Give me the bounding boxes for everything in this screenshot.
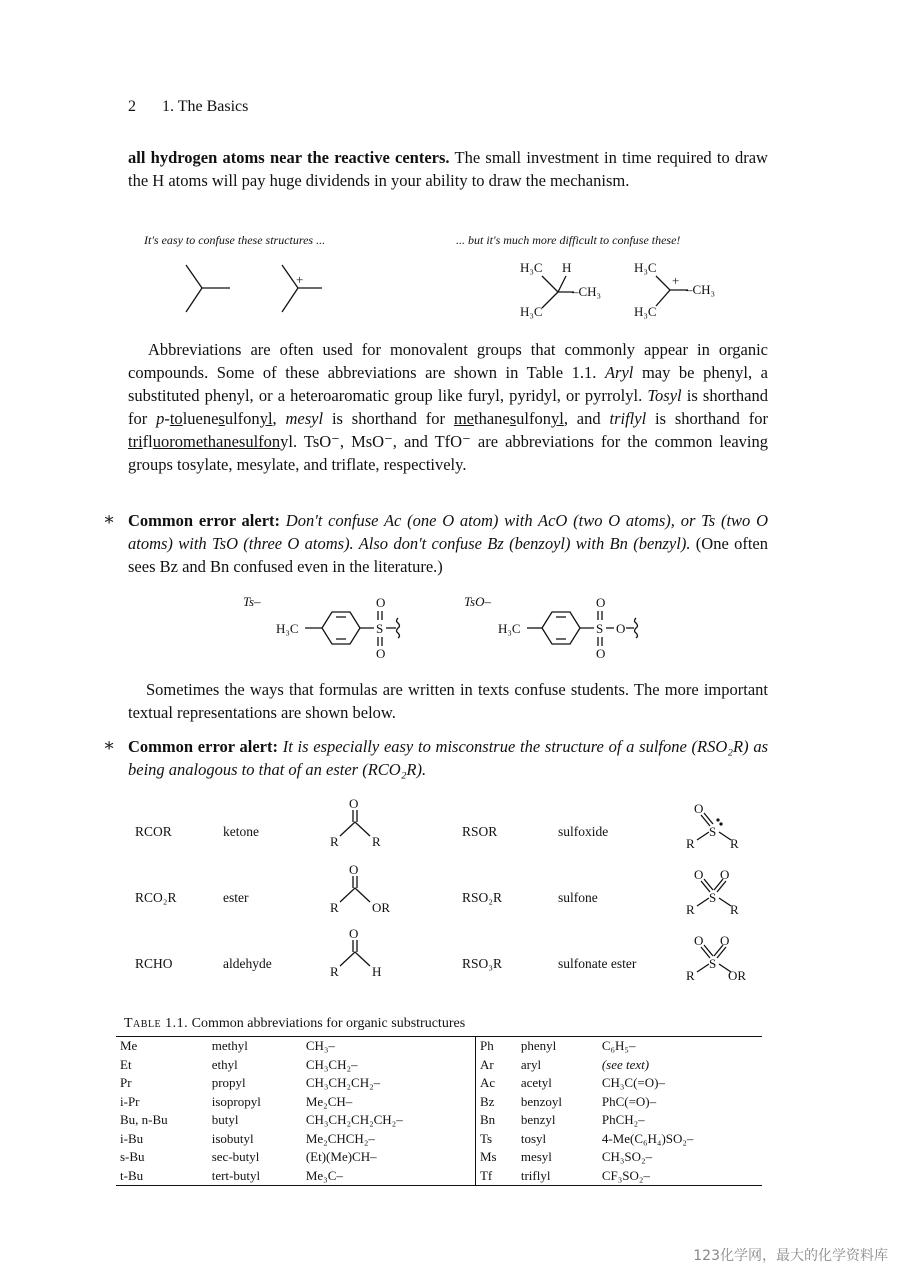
formula-rcor: RCOR <box>135 824 172 839</box>
table-cell: PhCH₂– <box>601 1112 645 1128</box>
formula-rsor: RSOR <box>462 824 498 839</box>
chapter-title: 1. The Basics <box>162 98 249 115</box>
table-cell: Et <box>120 1056 132 1072</box>
label-h3c: H₃C <box>634 304 657 319</box>
figure1-caption-right: ... but it's much more difficult to confuse these! <box>456 233 681 247</box>
label-o: O <box>376 595 386 610</box>
lone-pair-dot <box>716 818 719 821</box>
formula-rso3r: RSO₃R <box>462 956 502 971</box>
label-h: H <box>372 964 382 979</box>
ketone-bonds <box>340 810 370 836</box>
tso-label: TsO– <box>464 594 491 609</box>
table-cell: Me₂CHCH₂– <box>305 1130 375 1146</box>
table-cell: Ms <box>475 1148 516 1167</box>
name-ketone: ketone <box>223 824 259 839</box>
table-cell: CH₃CH₂CH₂CH₂– <box>305 1112 403 1128</box>
table-cell: i-Bu <box>120 1130 144 1146</box>
alert-italic: It is especially easy to misconstrue the structure of a sulfone (RSO₂R) as being analogous to that of an ester (RCO₂R). <box>128 737 769 779</box>
table-cell: propyl <box>211 1075 246 1091</box>
name-ester: ester <box>223 890 249 905</box>
label-h: H <box>562 260 572 275</box>
table-cell: butyl <box>211 1112 239 1128</box>
formula-rcho: RCHO <box>135 956 173 971</box>
name-aldehyde: aldehyde <box>223 956 272 971</box>
label-o: O <box>349 862 359 877</box>
alert-italic: Don't confuse Ac (one O atom) with AcO (two O atoms), or Ts (two O atoms) with TsO (three O atoms). Also don't confuse Bz (benzoyl) with Bn (benzyl). <box>128 511 768 553</box>
table-cell: s-Bu <box>120 1149 145 1165</box>
table-cell: i-Pr <box>120 1093 140 1109</box>
label-o: O <box>596 646 606 661</box>
table-cell: sec-butyl <box>211 1149 260 1165</box>
table-cell: methyl <box>211 1038 248 1054</box>
table-cell: Bz <box>475 1093 516 1112</box>
label-o: O <box>349 926 359 941</box>
label-o: O <box>720 933 730 948</box>
alert-star-1: ∗ <box>103 509 116 529</box>
table-cell: CH₃C(=O)– <box>601 1075 665 1091</box>
label-o: O <box>349 796 359 811</box>
label-h3c: H₃C <box>520 260 543 275</box>
table-cell: Pr <box>120 1075 132 1091</box>
abbreviations-table <box>116 1036 762 1186</box>
table-caption <box>124 1016 465 1032</box>
table-cell: benzoyl <box>520 1093 563 1109</box>
table-cell: aryl <box>520 1056 542 1072</box>
table-cell: PhC(=O)– <box>601 1093 657 1109</box>
label-ch3: –CH₃ <box>686 282 716 297</box>
table-cell: C₆H₅– <box>601 1038 636 1054</box>
label-o: O <box>694 933 704 948</box>
label-o: O <box>616 621 626 636</box>
label-r: R <box>686 968 695 983</box>
label-s: S <box>596 621 604 636</box>
table-cell: tosyl <box>520 1130 547 1146</box>
table-cell: t-Bu <box>120 1167 144 1183</box>
figure1-caption-left: It's easy to confuse these structures ... <box>144 233 326 247</box>
table-cell: Me <box>120 1038 138 1054</box>
table-cell: Tf <box>475 1167 516 1186</box>
label-s: S <box>709 890 717 905</box>
table-row <box>116 1167 762 1186</box>
paragraph-text: The small investment in time required to draw the H atoms will pay huge dividends in your ability to draw the mechanism. <box>128 148 768 190</box>
label-h3c: H₃C <box>520 304 543 319</box>
table-label: Table 1.1. <box>124 1016 189 1031</box>
table-cell: Ar <box>475 1056 516 1075</box>
table-cell: acetyl <box>520 1075 552 1091</box>
label-o: O <box>694 801 704 816</box>
table-cell: CH₃– <box>305 1038 335 1054</box>
table-cell: mesyl <box>520 1149 552 1165</box>
label-o: O <box>376 646 386 661</box>
plus-charge: + <box>672 273 680 288</box>
table-row <box>116 1148 762 1167</box>
table-cell: Bu, n-Bu <box>120 1112 168 1128</box>
name-sulfonate-ester: sulfonate ester <box>558 956 637 971</box>
table-cell: tert-butyl <box>211 1167 261 1183</box>
label-r: R <box>372 834 381 849</box>
ts-label: Ts– <box>243 594 261 609</box>
label-r: R <box>686 902 695 917</box>
alert-star-2: ∗ <box>103 735 116 755</box>
table-cell: CH₃CH₂– <box>305 1056 358 1072</box>
label-o: O <box>596 595 606 610</box>
table-cell: Ac <box>475 1074 516 1093</box>
table-cell: triflyl <box>520 1167 551 1183</box>
table-title: Common abbreviations for organic substructures <box>188 1016 466 1031</box>
label-s: S <box>709 956 717 971</box>
table-cell: Ph <box>475 1037 516 1056</box>
table-row <box>116 1130 762 1149</box>
table-row <box>116 1111 762 1130</box>
label-s: S <box>376 621 384 636</box>
table-row <box>116 1093 762 1112</box>
plus-charge: + <box>296 272 304 287</box>
lone-pair-dot <box>719 822 722 825</box>
label-h3c: H₃C <box>634 260 657 275</box>
table-row <box>116 1074 762 1093</box>
table-cell: phenyl <box>520 1038 557 1054</box>
page-number: 2 <box>128 98 136 115</box>
label-or: OR <box>372 900 391 915</box>
watermark: 123化学网，最大的化学资料库 <box>693 1248 888 1264</box>
alert-label: Common error alert: <box>128 737 278 756</box>
paragraph-abbreviations: Abbreviations are often used for monovalent groups that commonly appear in organic compounds. Some of these abbreviations are shown in Table 1.1. Aryl may be phenyl, a substituted phenyl, or a heteroaromatic group like furyl, pyridyl, or pyrrolyl. Tosyl is shorthand for p-toluenesulfonyl, mesyl is shorthand for methanesulfonyl, and triflyl is shorthand for trifluoromethanesulfonyl. TsO⁻, MsO⁻, and TfO⁻ are abbreviations for the common leaving groups tosylate, mesylate, and triflate, respectively. <box>128 340 769 474</box>
label-r: R <box>330 834 339 849</box>
table-cell: Me₂CH– <box>305 1093 353 1109</box>
table-cell: benzyl <box>520 1112 556 1128</box>
label-h3c: H₃C <box>276 621 299 636</box>
label-r: R <box>330 964 339 979</box>
label-r: R <box>730 902 739 917</box>
alert-label: Common error alert: <box>128 511 281 530</box>
table-cell: Ts <box>475 1130 516 1149</box>
ester-bonds <box>340 876 370 902</box>
name-sulfone: sulfone <box>558 890 598 905</box>
label-o: O <box>694 867 704 882</box>
table-cell: isobutyl <box>211 1130 254 1146</box>
formula-rso2r: RSO₂R <box>462 890 502 905</box>
formula-rco2r: RCO₂R <box>135 890 177 905</box>
paragraph-textual-representations: Sometimes the ways that formulas are written in texts confuse students. The more important textual representations are shown below. <box>128 680 768 722</box>
table-row <box>116 1037 762 1056</box>
name-sulfoxide: sulfoxide <box>558 824 609 839</box>
table-cell: Me₃C– <box>305 1167 343 1183</box>
table-cell: CH₃CH₂CH₂– <box>305 1075 381 1091</box>
label-ch3: –CH₃ <box>572 284 602 299</box>
label-s: S <box>709 824 717 839</box>
table-cell: (see text) <box>601 1056 650 1072</box>
label-o: O <box>720 867 730 882</box>
table-cell: isopropyl <box>211 1093 261 1109</box>
alert-normal: (One often sees Bz and Bn confused even in the literature.) <box>128 534 768 576</box>
label-r: R <box>730 836 739 851</box>
table-cell: ethyl <box>211 1056 238 1072</box>
label-r: R <box>686 836 695 851</box>
table-cell: Bn <box>475 1111 516 1130</box>
table-cell: CF₃SO₂– <box>601 1167 650 1183</box>
table-row <box>116 1056 762 1075</box>
label-h3c: H₃C <box>498 621 521 636</box>
aldehyde-bonds <box>340 940 370 966</box>
table-cell: (Et)(Me)CH– <box>305 1149 377 1165</box>
label-r: R <box>330 900 339 915</box>
bold-lead: all hydrogen atoms near the reactive centers. <box>128 148 450 167</box>
table-cell: CH₃SO₂– <box>601 1149 653 1165</box>
label-or: OR <box>728 968 747 983</box>
table-cell: 4-Me(C₆H₄)SO₂– <box>601 1130 694 1146</box>
